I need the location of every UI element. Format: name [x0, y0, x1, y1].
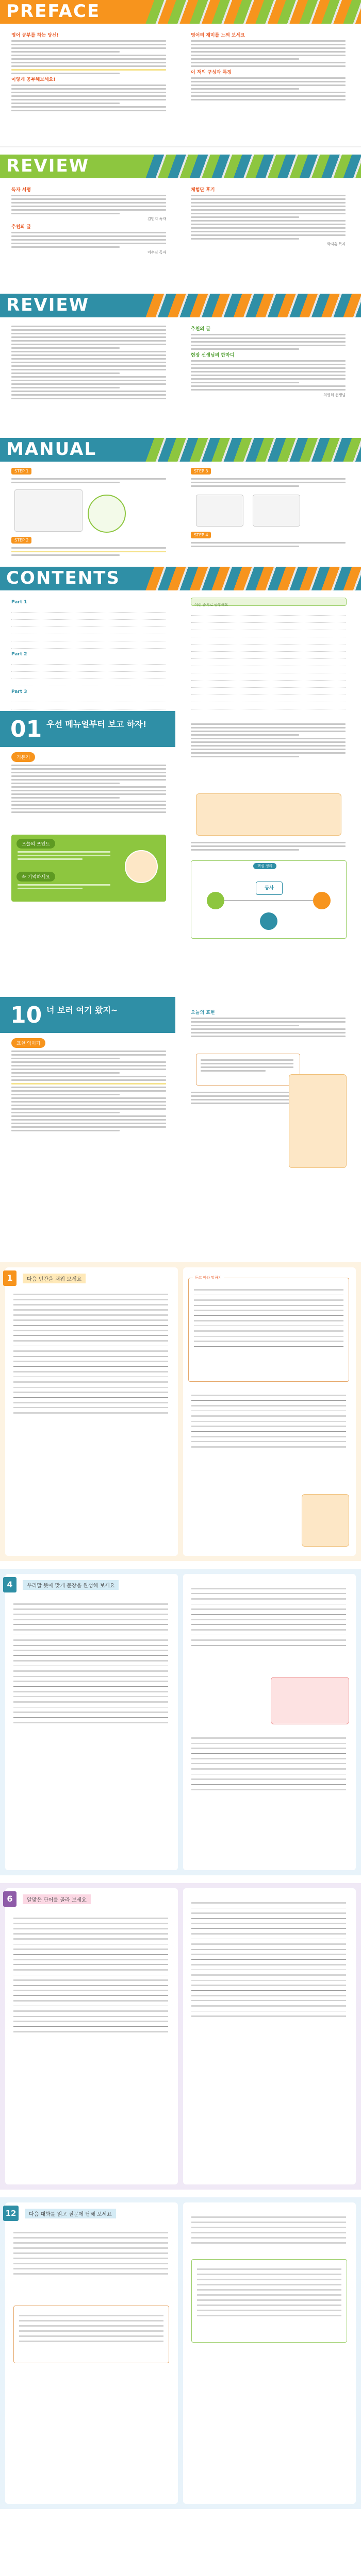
- review-title-1: REVIEW: [6, 156, 90, 176]
- exercise-3-section: [0, 1883, 361, 2190]
- manual-step3-text: [191, 476, 346, 489]
- manual-step-1: STEP 1: [11, 468, 31, 474]
- exercise-3-title: 알맞은 단어를 골라 보세요: [23, 1894, 91, 1904]
- lesson-01-diagram: [191, 860, 347, 939]
- lesson-01-section: [0, 711, 361, 989]
- exercise-3-questions: [13, 1914, 168, 2036]
- exercise-2-section: [0, 1569, 361, 1875]
- preface-section: [0, 0, 361, 149]
- exercise-3-right-panel: [183, 1888, 356, 2184]
- exercise-4-section: [0, 2197, 361, 2509]
- exercise-2-left-panel: [5, 1574, 178, 1870]
- exercise-4-questions: [13, 2228, 168, 2278]
- exercise-1-left-panel: [5, 1267, 178, 1556]
- exercise-3-right-questions: [191, 1899, 346, 2021]
- lesson-10-title: 너 보러 여기 왔지~: [46, 1005, 118, 1015]
- exercise-4-table: [191, 2259, 347, 2343]
- review2-right-column: [191, 324, 346, 398]
- review1-right-column: [191, 184, 346, 247]
- review2-left-column: [11, 324, 166, 401]
- manual-banner: [0, 438, 361, 462]
- exercise-3-number: 6: [7, 1894, 13, 1904]
- manual-step-3: STEP 3: [191, 468, 211, 474]
- exercise-4-word-grid: [13, 2306, 169, 2363]
- exercise-1-number-badge: [3, 1270, 17, 1286]
- manual-step-2: STEP 2: [11, 537, 31, 544]
- banner-stripes: [144, 155, 361, 178]
- blank-trailing-area: [0, 2509, 361, 2576]
- manual-sample-page-2: [196, 495, 243, 527]
- diagram-node-left: [207, 892, 224, 909]
- exercise-1-title: 다음 빈칸을 채워 보세요: [23, 1274, 86, 1283]
- contents-part-3: Part 3: [11, 689, 27, 694]
- exercise-4-right-panel: [183, 2202, 356, 2504]
- diagram-node-center: [256, 882, 283, 895]
- lesson-01-body-right: [191, 721, 346, 759]
- lesson-01-tip-box: [11, 835, 166, 902]
- contents-right-column: [191, 610, 346, 711]
- exercise-1-number: 1: [7, 1273, 13, 1283]
- manual-title: MANUAL: [6, 439, 97, 460]
- review1-heading-3: 체험단 후기: [191, 188, 215, 193]
- review-banner-2: [0, 294, 361, 317]
- review2-heading-2: 현장 선생님의 한마디: [191, 353, 235, 358]
- manual-section: [0, 438, 361, 559]
- lesson-10-right-heading: 오늘의 표현: [191, 1010, 215, 1015]
- lesson-01-speech-1: 오늘의 포인트: [17, 839, 55, 849]
- exercise-2-illustration: [271, 1677, 349, 1724]
- preface-banner: [0, 0, 361, 24]
- lesson-10-body-right: [191, 1007, 346, 1039]
- exercise-1-section: [0, 1262, 361, 1561]
- exercise-4-title: 다음 대화를 읽고 질문에 답해 보세요: [25, 2209, 116, 2218]
- review-section-1: [0, 155, 361, 286]
- review2-signature: 최영희 선생님: [323, 393, 346, 397]
- exercise-2-right-panel: [183, 1574, 356, 1870]
- exercise-2-number: 4: [7, 1580, 13, 1589]
- lesson-10-illustration: [289, 1074, 347, 1168]
- diagram-node-right: [313, 892, 331, 909]
- exercise-1-illustration: [302, 1494, 349, 1547]
- preface-heading-2: 이렇게 공부해보세요!: [11, 77, 56, 82]
- diagram-connector: [224, 900, 313, 901]
- contents-title: CONTENTS: [6, 568, 120, 588]
- lesson-10-body-left: [11, 1048, 166, 1133]
- review1-heading-1: 독자 서평: [11, 188, 31, 193]
- lesson-01-character: [125, 850, 158, 883]
- preface-heading-4: 이 책의 구성과 특징: [191, 70, 232, 75]
- contents-section: [0, 567, 361, 703]
- lesson-01-body-right-2: [191, 840, 346, 853]
- exercise-2-questions: [13, 1600, 168, 1727]
- review1-heading-2: 추천의 글: [11, 225, 31, 230]
- banner-stripes: [144, 438, 361, 462]
- preface-left-column: [11, 30, 166, 113]
- contents-part-2: Part 2: [11, 652, 27, 657]
- contents-badge: [191, 598, 347, 606]
- review1-signature-2: 이수진 독자: [147, 250, 166, 255]
- review-banner-1: [0, 155, 361, 178]
- diagram-node-bottom: [260, 912, 277, 930]
- diagram-center-label: 동사: [265, 886, 274, 891]
- contents-banner: [0, 567, 361, 590]
- contents-badge-label: 이런 순서로 공부해요: [194, 603, 228, 607]
- preface-title: PREFACE: [6, 1, 101, 22]
- review1-left-column: [11, 184, 166, 255]
- banner-stripes: [144, 567, 361, 590]
- exercise-1-box-title: 듣고 따라 말하기: [193, 1275, 224, 1280]
- lesson-01-body-left: [11, 762, 166, 815]
- exercise-2-title: 우리말 뜻에 맞게 문장을 완성해 보세요: [23, 1580, 119, 1590]
- manual-sample-page-1: [14, 489, 83, 532]
- preface-heading-3: 영어의 재미를 느껴 보세요: [191, 33, 245, 38]
- preface-heading-1: 영어 공부를 하는 당신!: [11, 33, 59, 38]
- exercise-4-left-panel: [5, 2202, 178, 2504]
- exercise-4-number: 12: [5, 2209, 17, 2218]
- manual-step-4: STEP 4: [191, 532, 211, 538]
- banner-stripes: [144, 294, 361, 317]
- exercise-4-right-text: [191, 2213, 346, 2247]
- lesson-10-example-box: [196, 1054, 300, 1086]
- review1-signature-3: 박지훈 독자: [326, 242, 346, 246]
- exercise-2-right-questions: [191, 1584, 346, 1650]
- manual-callout-1: [88, 495, 126, 533]
- lesson-01-header: [0, 711, 175, 747]
- exercise-4-number-badge: [3, 2206, 19, 2221]
- manual-sample-page-3: [253, 495, 300, 527]
- manual-step1-text: [11, 476, 166, 485]
- exercise-1-right-questions: [191, 1391, 346, 1451]
- exercise-1-right-panel: [183, 1267, 356, 1556]
- exercise-3-left-panel: [5, 1888, 178, 2184]
- manual-step2-text: [11, 545, 166, 558]
- lesson-01-diagram-title: 핵심 정리: [253, 863, 276, 869]
- review-title-2: REVIEW: [6, 295, 90, 315]
- exercise-3-number-badge: [3, 1891, 17, 1907]
- lesson-10-label: 표현 익히기: [11, 1038, 45, 1048]
- lesson-01-number: 01: [10, 716, 42, 742]
- exercise-1-listen-box: [188, 1278, 349, 1382]
- lesson-01-illustration: [196, 793, 341, 836]
- preface-right-column: [191, 30, 346, 103]
- exercise-2-right-questions-2: [191, 1734, 346, 1794]
- banner-stripes: [144, 0, 361, 24]
- lesson-10-number: 10: [10, 1002, 42, 1028]
- manual-step4-text: [191, 540, 346, 549]
- review-section-2: [0, 294, 361, 430]
- lesson-10-header: [0, 997, 175, 1033]
- contents-part-1: Part 1: [11, 600, 27, 605]
- lesson-01-title: 우선 메뉴얼부터 보고 하자!: [46, 719, 147, 729]
- lesson-01-label: 기본기: [11, 752, 35, 762]
- lesson-01-speech-2: 꼭 기억하세요: [17, 872, 55, 882]
- exercise-1-questions: [13, 1290, 168, 1417]
- review2-heading-1: 추천의 글: [191, 327, 210, 332]
- lesson-10-section: [0, 997, 361, 1257]
- review1-signature-1: 김민지 독자: [147, 217, 166, 221]
- exercise-2-number-badge: [3, 1577, 17, 1592]
